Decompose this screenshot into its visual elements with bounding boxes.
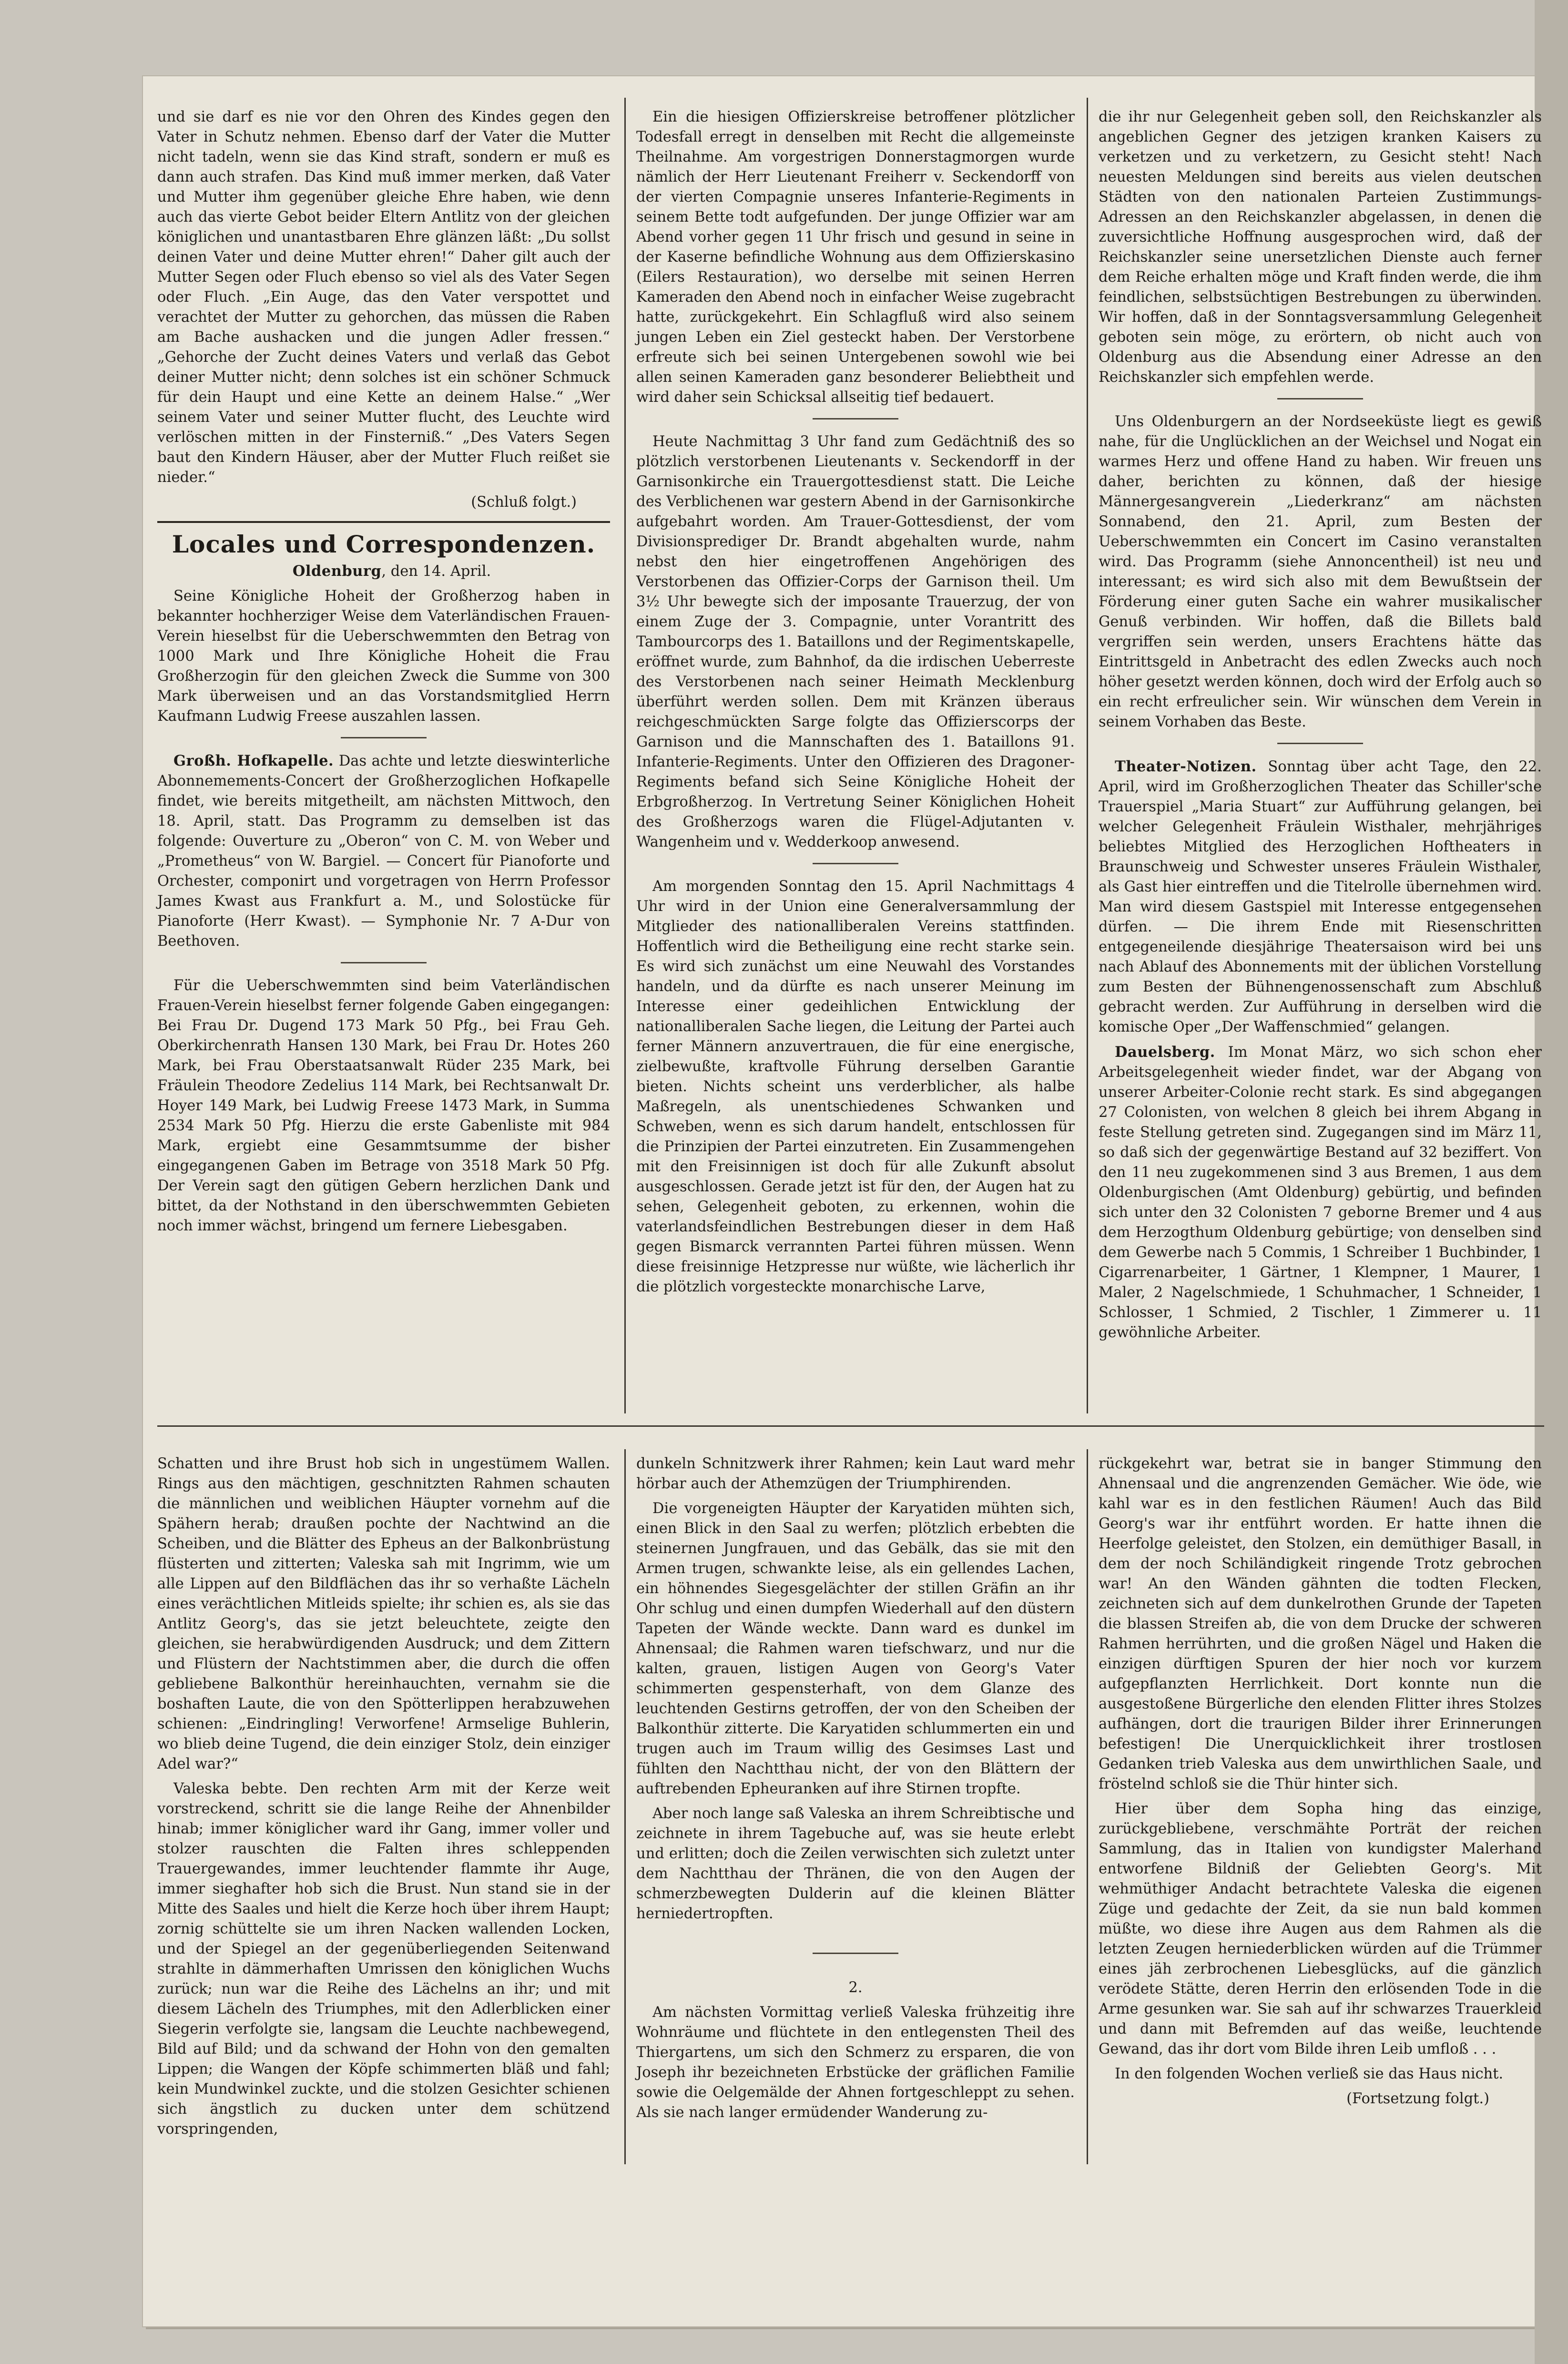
novel-paragraph: Die vorgeneigten Häupter der Karyatiden mühten sich, einen Blick in den Saal zu werfen; plötzlich erbebten die steinernen Jungfrauen, und das Gebälk, das sie mit den Armen trugen, schwankte leise, als ein gellendes Lachen, ein höhnendes Siegesgelächter der stillen Gräfin an ihr Ohr schlug und einen dumpfen Wiederhall auf den düstern Tapeten der Wände weckte. Dann ward es dunkel im Ahnensaal; die Rahmen waren tiefschwarz, und nur die kalten, grauen, listigen Augen von Georg's Vater schimmerten gespensterhaft, von dem Glanze des leuchtenden Gestirns getroffen, der von den Scheiben der Balkonthür zitterte. Die Karyatiden schlummerten ein und trugen auch im Traum willig des Gesimses Last und fühlten den Nachtthau nicht, der von den Blättern der auftrebenden Epheuranken auf ihre Stirnen tropfte.	[636, 1500, 1075, 1797]
separator	[813, 1953, 898, 1954]
separator	[813, 863, 898, 864]
column-1	[157, 107, 610, 1241]
article-paragraph: Am morgenden Sonntag den 15. April Nachmittags 4 Uhr wird in der Union eine Generalversammlung der Mitglieder des nationalliberalen Vereins stattfinden. Hoffentlich wird die Betheiligung eine recht starke sein. Es wird sich zunächst um eine Neuwahl des Vorstandes handeln, und da dürfte es nach unserer Meinung im Interesse einer gedeihlichen Entwicklung der nationalliberalen Sache liegen, die Leitung der Partei auch ferner Männern anzuvertrauen, die für eine energische, zielbewußte, kraftvolle Führung derselben Garantie bieten. Nichts scheint uns verderblicher, als halbe Maßregeln, als unentschiedenes Schwanken und Schweben, wenn es sich darum handelt, entschlossen für die Prinzipien der Partei einzutreten. Ein Zusammengehen mit den Freisinnigen ist doch für alle Zukunft absolut ausgeschlossen. Gerade jetzt ist für den, der Augen hat zu sehen, Gelegenheit geboten, zu erkennen, wohin die vaterlandsfeindlichen Bestrebungen dieser in dem Haß gegen Bismarck verrannten Partei führen müssen. Wenn diese freisinnige Hetzpresse nur wüßte, wie lächerlich ihr die plötzlich vorgesteckte monarchische Larve,	[636, 878, 1075, 1295]
article-paragraph	[1099, 757, 1542, 1037]
separator	[1277, 743, 1363, 744]
separator	[813, 418, 898, 420]
dateline	[157, 561, 610, 582]
article-paragraph: Uns Oldenburgern an der Nordseeküste liegt es gewiß nahe, für die Unglücklichen an der Weichsel und Nogat ein warmes Herz und offene Hand zu haben. Wir freuen uns daher, berichten zu können, daß der hiesige Männergesangverein „Liederkranz“ am nächsten Sonnabend, den 21. April, zum Besten der Ueberschwemmten ein Concert im Casino veranstalten wird. Das Programm (siehe Annoncentheil) ist neu und interessant; es wird sich also mit dem Bewußtsein der Förderung einer guten Sache ein wahrer musikalischer Genuß verbinden. Wir hoffen, daß die Billets bald vergriffen sein werden, unsers Erachtens hätte das Eintrittsgeld in Anbetracht des edlen Zwecks auch noch höher gesetzt werden können, doch wird der Erfolg auch so ein recht erfreulicher sein. Wir wünschen dem Verein in seinem Vorhaben das Beste.	[1099, 413, 1542, 730]
separator	[341, 962, 427, 963]
novel-paragraph: Aber noch lange saß Valeska an ihrem Schreibtische und zeichnete in ihrem Tagebuche auf, was sie heute erlebt und erlitten; doch die Zeilen verwischten sich zuletzt unter dem Nachtthau der Thränen, die von den Augen der schmerzbewegten Dulderin auf die kleinen Blätter herniedertropften.	[636, 1805, 1075, 1922]
column-3	[1099, 107, 1542, 1348]
head-rule	[157, 521, 610, 523]
article-text: Im Monat März, wo sich schon eher Arbeitsgelegenheit wieder findet, war der Abgang von unserer Arbeiter-Colonie recht stark. Es sind abgegangen 27 Colonisten, von welchen 8 gleich bei ihrem Abgang in feste Stellung getreten sind. Zugegangen sind im März 11, so daß sich der gegenwärtige Bestand auf 32 beziffert. Von den 11 neu zugekommenen sind 3 aus Bremen, 1 aus dem Oldenburgischen (Amt Oldenburg) gebürtig, und befinden sich unter den 32 Colonisten 7 geborne Bremer und 4 aus dem Herzogthum Oldenburg gebürtige; von denselben sind dem Gewerbe nach 5 Commis, 1 Schreiber 1 Buchbinder, 1 Cigarrenarbeiter, 1 Gärtner, 1 Klempner, 1 Maurer, 1 Maler, 2 Nagelschmiede, 1 Schuhmacher, 1 Schneider, 1 Schlosser, 1 Schmied, 2 Tischler, 1 Zimmerer u. 11 gewöhnliche Arbeiter.	[1099, 1044, 1542, 1341]
column-2	[636, 107, 1075, 1302]
article-paragraph	[1099, 1042, 1542, 1343]
article-text: Das achte und letzte dieswinterliche Abonnemements-Concert der Großherzoglichen Hofkapelle findet, wie bereits mitgetheilt, am nächsten Mittwoch, den 18. April, statt. Das Programm zu demselben ist das folgende: Ouverture zu „Oberon“ von C. M. von Weber und „Prometheus“ von W. Bargiel. — Concert für Pianoforte und Orchester, componirt und vorgetragen von Herrn Professor James Kwast aus Frankfurt a. M., und Solostücke für Pianoforte (Herr Kwast). — Symphonie Nr. 7 A-Dur von Beethoven.	[157, 753, 610, 950]
column-rule	[624, 98, 626, 1413]
feuilleton-column-2	[636, 1454, 1075, 2128]
article-paragraph: Ein die hiesigen Offizierskreise betroffener plötzlicher Todesfall erregt in denselben mit Recht die allgemeinste Theilnahme. Am vorgestrigen Donnerstagmorgen wurde nämlich der Herr Lieutenant Freiherr v. Seckendorff von der vierten Compagnie unseres Infanterie-Regiments in seinem Bette todt aufgefunden. Der junge Offizier war am Abend vorher gegen 11 Uhr frisch und gesund in seine in der Kaserne befindliche Wohnung aus dem Offizierskasino (Eilers Restauration), wo derselbe mit seinen Herren Kameraden den Abend noch in einfacher Weise zugebracht hatte, zurückgekehrt. Ein Schlagfluß wird also seinem jungen Leben ein Ziel gesteckt haben. Der Verstorbene erfreute sich bei seinen Untergebenen sowohl wie bei allen seinen Kameraden ganz besonderer Beliebtheit und wird daher sein Schicksal allseitig tief bedauert.	[636, 109, 1075, 406]
section-title: Locales und Correspondenzen.	[172, 530, 596, 558]
article-head: Theater-Notizen.	[1115, 758, 1257, 775]
to-be-continued: (Fortsetzung folgt.)	[1346, 2090, 1489, 2107]
column-rule	[1087, 1449, 1088, 2164]
novel-paragraph: In den folgenden Wochen verließ sie das Haus nicht.	[1115, 2066, 1504, 2082]
article-paragraph: die ihr nur Gelegenheit geben soll, den Reichskanzler als angeblichen Gegner des jetzigen kranken Kaisers zu verketzen und zu verketzern, zu Gesicht steht! Nach neuesten Meldungen sind bereits aus vielen deutschen Städten von den nationalen Parteien Zustimmungs-Adressen an den Reichskanzler abgelassen, in denen die zuversichtliche Hoffnung ausgesprochen wird, daß der Reichskanzler seine unersetzlichen Dienste auch ferner dem Reiche erhalten möge und Kraft finden werde, die ihm feindlichen, selbstsüchtigen Bestrebungen zu überwinden. Wir hoffen, daß in der Sonntagsversammlung Gelegenheit geboten sein möge, zu erörtern, ob nicht auch von Oldenburg aus die Absendung einer Adresse an den Reichskanzler sich empfehlen werde.	[1099, 109, 1542, 386]
article-paragraph	[157, 751, 610, 952]
column-rule	[1087, 98, 1088, 1413]
section-divider	[157, 1425, 1544, 1427]
separator	[341, 737, 427, 738]
feuilleton-column-3	[1099, 1454, 1542, 2114]
article-head: Dauelsberg.	[1115, 1044, 1215, 1061]
dateline-date: , den 14. April.	[381, 563, 491, 580]
feuilleton-column-1	[157, 1454, 610, 2144]
novel-paragraph: Am nächsten Vormittag verließ Valeska frühzeitig ihre Wohnräume und flüchtete in den entlegensten Theil des Thiergartens, um sich den Schmerz zu ersparen, die von Joseph ihr bezeichneten Erbstücke der gräflichen Familie sowie die Oelgemälde der Ahnen fortgeschleppt zu sehen. Als sie nach langer ermüdender Wanderung zu-	[636, 2004, 1075, 2121]
novel-paragraph: rückgekehrt war, betrat sie in banger Stimmung den Ahnensaal und die angrenzenden Gemächer. Wie öde, wie kahl war es in den festlichen Räumen! Auch das Bild Georg's war ihr entführt worden. Er hatte ihnen die Heerfolge geleistet, den Stolzen, ein demüthiger Basall, in dem der noch Schiländigkeit ringende Trotz gebrochen war! An den Wänden gähnten die todten Flecken, zeichneten sich auf dem dunkelrothen Grunde der Tapeten die blassen Streifen ab, die von dem Drucke der schweren Rahmen herrührten, und die großen Nägel und Haken die einzigen dürftigen Spuren der hier noch vor kurzem aufgepflanzten Herrlichkeit. Dort konnte nun die ausgestoßene Bürgerliche den elenden Flitter ihres Stolzes aufhängen, dort die traurigen Bilder ihrer Erinnerungen befestigen! Die Unerquicklichkeit ihrer trostlosen Gedanken trieb Valeska aus dem unwirthlichen Saale, und fröstelnd schloß sie die Thür hinter sich.	[1099, 1455, 1542, 1792]
novel-paragraph: Valeska bebte. Den rechten Arm mit der Kerze weit vorstreckend, schritt sie die lange Reihe der Ahnenbilder hinab; immer königlicher ward ihr Gang, immer voller und stolzer rauschten die Falten ihres schleppenden Trauergewandes, immer leuchtender flammte ihr Auge, immer sieghafter hob sich die Brust. Nun stand sie in der Mitte des Saales und hielt die Kerze hoch über ihrem Haupt; zornig schüttelte sie um ihren Nacken wallenden Locken, und der Spiegel an der gegenüberliegenden Seitenwand strahlte in dämmerhaften Umrissen den königlichen Wuchs zurück; nun war die Reihe des Lächelns an ihr; und mit diesem Lächeln des Triumphes, mit den Adlerblicken einer Siegerin verfolgte sie, langsam die Leuchte nachbewegend, Bild auf Bild; und da schwand der Hohn von den gemalten Lippen; die Wangen der Köpfe schimmerten bläß und fahl; kein Mundwinkel zuckte, und die stolzen Gesichter schienen sich ängstlich zu ducken unter dem schützend vorspringenden,	[157, 1781, 610, 2138]
separator	[1277, 398, 1363, 399]
to-be-continued: (Schluß folgt.)	[471, 494, 577, 511]
chapter-number: 2.	[848, 1979, 863, 1996]
novel-paragraph: dunkeln Schnitzwerk ihrer Rahmen; kein Laut ward mehr hörbar auch der Athemzügen der Triumphirenden.	[636, 1455, 1075, 1492]
article-head: Großh. Hofkapelle.	[173, 752, 334, 769]
novel-paragraph: Schatten und ihre Brust hob sich in ungestümem Wallen. Rings aus den mächtigen, geschnitzten Rahmen schauten die männlichen und weiblichen Häupter vornehm auf die Spähern herab; draußen pochte der Nachtwind an die Scheiben, und die Blätter des Epheus an der Balkonbrüstung flüsterten und zitterten; Valeska sah mit Ingrimm, wie um alle Lippen auf den Bildflächen das ihr so verhaßte Lächeln eines verächtlichen Mitleids spielte; ihr schien es, als sie das Antlitz Georg's, das sie jetzt beleuchtete, zeigte den gleichen, sie herabwürdigenden Ausdruck; und dem Zittern und Flüstern der Nachtstimmen aber, die durch die offen gebliebene Balkonthür hereinhauchten, vernahm sie die boshaften Laute, die von den Spötterlippen herabzuwehen schienen: „Eindringling! Verworfene! Armselige Buhlerin, wo blieb deine Tugend, die dein einziger Stolz, dein einziger Adel war?“	[157, 1455, 610, 1772]
article-paragraph: Heute Nachmittag 3 Uhr fand zum Gedächtniß des so plötzlich verstorbenen Lieutenants v. Seckendorff in der Garnisonkirche ein Trauergottesdienst statt. Die Leiche des Verblichenen war gestern Abend in der Garnisonkirche aufgebahrt worden. Am Trauer-Gottesdienst, der vom Divisionsprediger Dr. Brandt abgehalten wurde, nahm nebst den hier eingetroffenen Angehörigen des Verstorbenen das Offizier-Corps der Garnison theil. Um 3½ Uhr bewegte sich der imposante Trauerzug, der von einem Zuge der 3. Compagnie, unter Vorantritt des Tambourcorps des 1. Bataillons und der Regimentskapelle, eröffnet wurde, zum Bahnhof, da die irdischen Ueberreste des Verstorbenen nach seiner Heimath Mecklenburg überführt werden sollen. Dem mit Kränzen überaus reichgeschmückten Sarge folgte das Offizierscorps der Garnison und die Mannschaften des 1. Bataillons 91. Infanterie-Regiments. Unter den Offizieren des Dragoner-Regiments befand sich Seine Königliche Hoheit der Erbgroßherzog. In Vertretung Seiner Königlichen Hoheit des Großherzogs waren die Flügel-Adjutanten v. Wangenheim und v. Wedderkoop anwesend.	[636, 433, 1075, 850]
article-text: Sonntag über acht Tage, den 22. April, wird im Großherzoglichen Theater das Schiller'sche Trauerspiel „Maria Stuart“ zur Aufführung gelangen, bei welcher Gelegenheit Fräulein Wisthaler, mehrjähriges beliebtes Mitglied des Herzoglichen Hoftheaters in Braunschweig und Schwester unseres Fräulein Wisthaler, als Gast hier eintreffen und die Titelrolle übernehmen wird. Man wird diesem Gastspiel mit Interesse entgegensehen dürfen. — Die ihrem Ende mit Riesenschritten entgegeneilende diesjährige Theatersaison wird bei uns nach Ablauf des Abonnements mit der üblichen Vorstellung zum Besten der Bühnengenossenschaft zum Abschluß gebracht werden. Zur Aufführung in derselben wird die komische Oper „Der Waffenschmied“ gelangen.	[1099, 758, 1542, 1035]
article-paragraph: Für die Ueberschwemmten sind beim Vaterländischen Frauen-Verein hieselbst ferner folgende Gaben eingegangen: Bei Frau Dr. Dugend 173 Mark 50 Pfg., bei Frau Geh. Oberkirchenrath Hansen 130 Mark, bei Frau Dr. Hotes 260 Mark, bei Frau Oberstaatsanwalt Rüder 235 Mark, bei Fräulein Theodore Zedelius 114 Mark, bei Rechtsanwalt Dr. Hoyer 149 Mark, bei Ludwig Freese 1473 Mark, in Summa 2534 Mark 50 Pfg. Hierzu die erste Gabenliste mit 984 Mark, ergiebt eine Gesammtsumme der bisher eingegangenen Gaben im Betrage von 3518 Mark 50 Pfg. Der Verein sagt den gütigen Gebern herzlichen Dank und bittet, da der Nothstand in den überschwemmten Gebieten noch immer wächst, bringend um fernere Liebesgaben.	[157, 977, 610, 1234]
dateline-place: Oldenburg	[292, 563, 382, 580]
article-continuation: und sie darf es nie vor den Ohren des Kindes gegen den Vater in Schutz nehmen. Ebenso darf der Vater die Mutter nicht tadeln, wenn sie das Kind straft, sondern er muß es dann auch strafen. Das Kind muß immer merken, daß Vater und Mutter ihm gegenüber gleiche Ehre haben, wie denn auch das vierte Gebot beider Eltern Antlitz von der gleichen königlichen und unantastbaren Ehre glänzen läßt: „Du sollst deinen Vater und deine Mutter ehren!“ Daher gilt auch der Mutter Segen oder Fluch ebenso so viel als des Vater Segen oder Fluch. „Ein Auge, das den Vater verspottet und verachtet der Mutter zu gehorchen, das müssen die Raben am Bache aushacken und die jungen Adler fressen.“ „Gehorche der Zucht deines Vaters und verlaß das Gebot deiner Mutter nicht; denn solches ist ein schöner Schmuck für dein Haupt und eine Kette an deinem Halse.“ „Wer seinem Vater und seiner Mutter flucht, des Leuchte wird verlöschen mitten in der Finsterniß.“ „Des Vaters Segen baut den Kindern Häuser, aber der Mutter Fluch reißet sie nieder.“	[157, 109, 610, 486]
article-paragraph: Seine Königliche Hoheit der Großherzog haben in bekannter hochherziger Weise dem Vaterländischen Frauen-Verein hieselbst für die Ueberschwemmten den Betrag von 1000 Mark und Ihre Königliche Hoheit die Frau Großherzogin für den gleichen Zweck die Summe von 300 Mark überweisen und an das Vorstandsmitglied Herrn Kaufmann Ludwig Freese auszahlen lassen.	[157, 588, 610, 725]
novel-paragraph: Hier über dem Sopha hing das einzige, zurückgebliebene, verschmähte Porträt der reichen Sammlung, das in Italien von kundigster Malerhand entworfene Bildniß der Geliebten Georg's. Mit wehmüthiger Andacht betrachtete Valeska die eigenen Züge und gedachte der Zeit, da sie nun bald kommen müßte, wo diese ihre Augen aus dem Rahmen als die letzten Zeugen herniederblicken würden auf die Trümmer eines jäh zerbrochenen Liebesglücks, auf die gänzlich verödete Stätte, deren Herrin den erlösenden Tode in die Arme gesunken war. Sie sah auf ihr schwarzes Trauerkleid und dann mit Befremden auf das weiße, leuchtende Gewand, das ihr dort vom Bilde ihren Leib umfloß . . .	[1099, 1801, 1542, 2057]
column-rule	[624, 1449, 626, 2164]
